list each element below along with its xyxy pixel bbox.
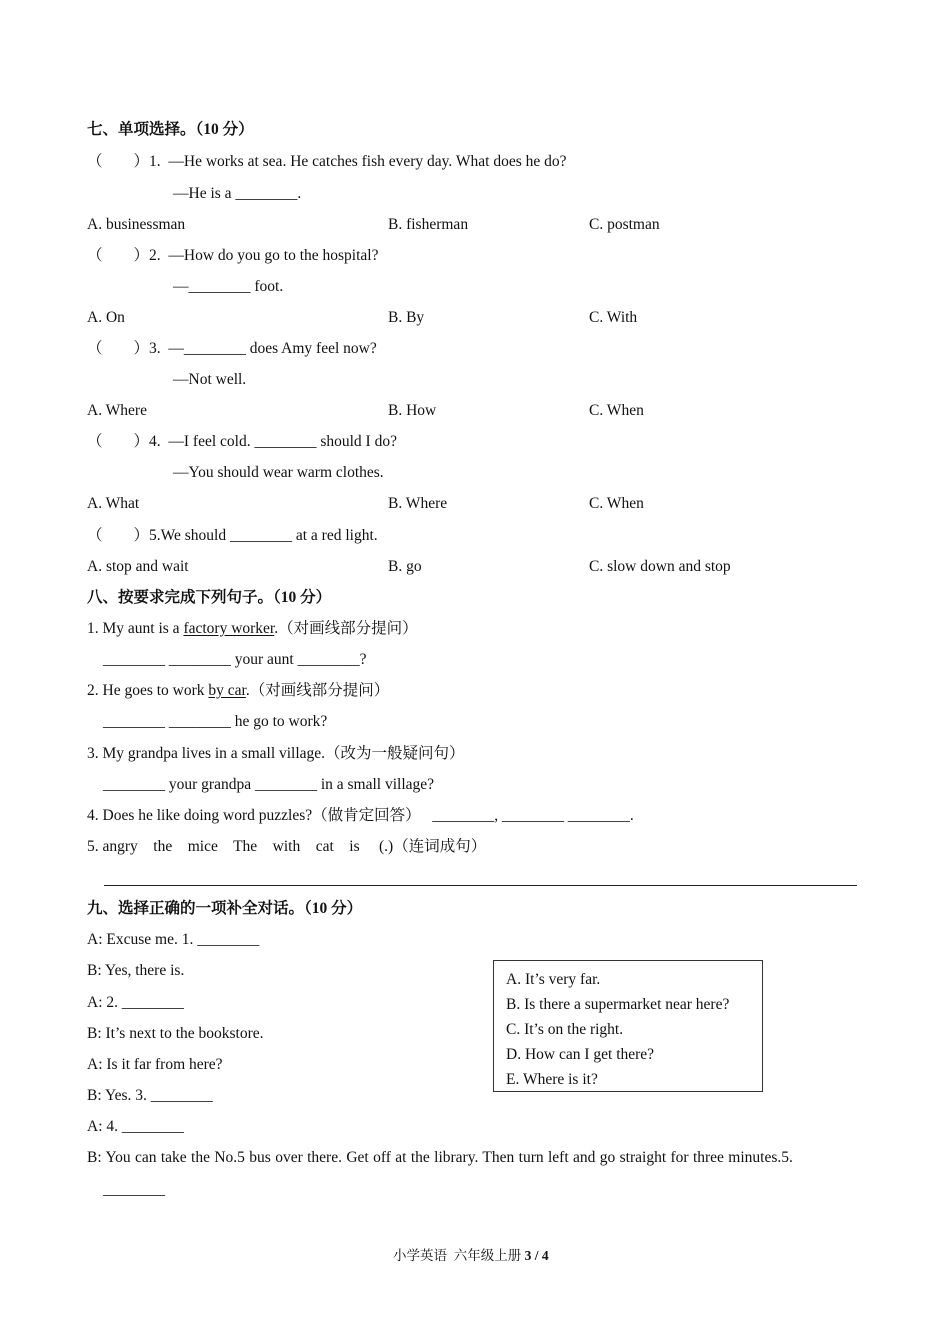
dialog-line: B: It’s next to the bookstore. [87,1025,264,1042]
q8-5-answer-line [104,885,857,886]
q7-3-option-b: B. How [388,402,437,419]
q8-2-underlined: by car [208,682,246,699]
section-9-title: 九、选择正确的一项补全对话。（10 分） [87,900,363,917]
q7-3-line2: —Not well. [173,371,247,388]
option-item: D. How can I get there? [506,1046,655,1063]
q7-2-option-a: A. On [87,309,125,326]
q8-5-text: 5. angry the mice The with cat is (.)（连词成句） [87,838,487,855]
q8-2-answer: ________ ________ he go to work? [103,713,328,730]
dialog-line: B: You can take the No.5 bus over there. Get off at the library. Then turn left and go straight for three minutes.5. [87,1149,793,1166]
q8-3-answer: ________ your grandpa ________ in a small village? [103,776,435,793]
q7-5-option-a: A. stop and wait [87,558,189,575]
q7-5-option-b: B. go [388,558,422,575]
q8-2-post: .（对画线部分提问） [245,682,390,699]
q8-2-text [87,681,389,701]
q7-4-line2: —You should wear warm clothes. [173,464,384,481]
q7-1-line2: —He is a ________. [173,185,302,202]
option-item: A. It’s very far. [506,971,601,988]
q7-1-option-b: B. fisherman [388,216,469,233]
options-box [493,960,763,1092]
footer-page-number: 3 / 4 [524,1248,549,1263]
q7-1-option-a: A. businessman [87,216,186,233]
dialog-line: A: 2. ________ [87,994,184,1011]
q7-3-stem: （ ）3. —________ does Amy feel now? [87,340,377,357]
q7-4-option-a: A. What [87,495,140,512]
dialog-line: A: Excuse me. 1. ________ [87,931,260,948]
q8-3-text: 3. My grandpa lives in a small village.（改为一般疑问句） [87,745,465,762]
q7-1-stem: （ ）1. —He works at sea. He catches fish every day. What does he do? [87,153,567,170]
q7-2-stem: （ ）2. —How do you go to the hospital? [87,247,379,264]
q8-1-pre: 1. My aunt is a [87,620,184,637]
page-footer [393,1246,549,1266]
dialog-line: A: 4. ________ [87,1118,184,1135]
q8-1-answer: ________ ________ your aunt ________? [103,651,367,668]
q8-4-text: 4. Does he like doing word puzzles?（做肯定回答） ________, ________ ________. [87,807,634,824]
q8-2-pre: 2. He goes to work [87,682,209,699]
option-item: C. It’s on the right. [506,1021,624,1038]
q7-2-line2: —________ foot. [173,278,284,295]
q7-3-option-a: A. Where [87,402,147,419]
footer-subject: 小学英语 六年级上册 [393,1248,525,1263]
q7-1-option-c: C. postman [589,216,660,233]
q7-4-option-c: C. When [589,495,644,512]
q7-4-stem: （ ）4. —I feel cold. ________ should I do? [87,433,397,450]
dialog-line: B: Yes, there is. [87,962,185,979]
q7-4-option-b: B. Where [388,495,448,512]
option-item: E. Where is it? [506,1071,598,1088]
q7-2-option-c: C. With [589,309,638,326]
section-8-title: 八、按要求完成下列句子。（10 分） [87,589,332,606]
q8-1-text [87,619,418,639]
q7-3-option-c: C. When [589,402,644,419]
q8-1-post: .（对画线部分提问） [274,620,418,637]
q8-1-underlined: factory worker [183,620,275,637]
q7-2-option-b: B. By [388,309,425,326]
option-item: B. Is there a supermarket near here? [506,996,730,1013]
q7-5-stem: （ ）5.We should ________ at a red light. [87,527,378,544]
dialog-line: ________ [103,1181,165,1198]
q7-5-option-c: C. slow down and stop [589,558,731,575]
dialog-line: A: Is it far from here? [87,1056,223,1073]
dialog-line: B: Yes. 3. ________ [87,1087,213,1104]
section-7-title: 七、单项选择。（10 分） [87,121,254,138]
